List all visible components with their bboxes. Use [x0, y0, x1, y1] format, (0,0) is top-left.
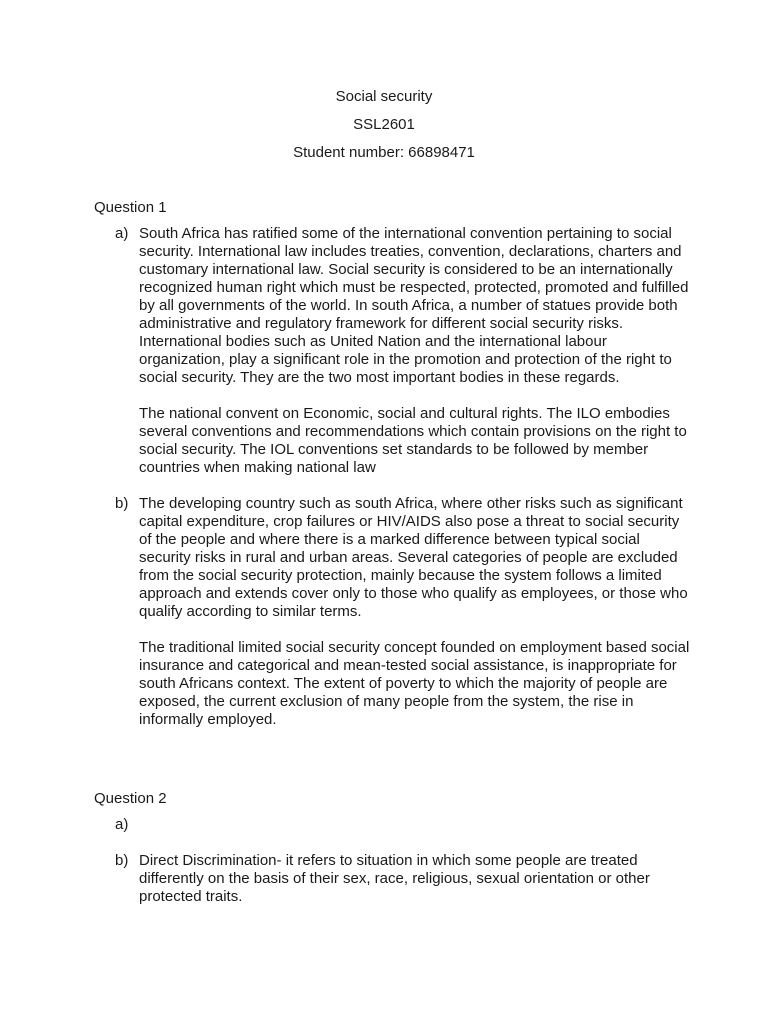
q1b-paragraph-2: The traditional limited social security concept founded on employment based social insurance and categorical and mean-tested social assistance, is inappropriate for south Africans context. The extent of poverty to which the majority of people are exposed, the current exclusion of many people from the system, the rise in informally employed.	[139, 639, 690, 728]
q1a-paragraph-1: South Africa has ratified some of the international convention pertaining to social security. International law includes treaties, convention, declarations, charters and customary international law. Social security is considered to be an internationally recognized human right which must be respected, protected, promoted and fulfilled by all governments of the world. In south Africa, a number of statues provide both administrative and regulatory framework for different social security risks. International bodies such as United Nation and the international labour organization, play a significant role in the promotion and protection of the right to social security. They are the two most important bodies in these regards.	[139, 225, 689, 386]
question-1-answer-b	[94, 495, 694, 729]
q1b-paragraph-1: The developing country such as south Africa, where other risks such as significant capital expenditure, crop failures or HIV/AIDS also pose a threat to social security of the people and where there is a marked difference between typical social security risks in rural and urban areas. Several categories of people are excluded from the social security protection, mainly because the system follows a limited approach and extends cover only to those who qualify as employees, or those who qualify according to similar terms.	[139, 495, 688, 620]
question-2-answer-a	[94, 816, 694, 834]
document-header	[0, 88, 768, 172]
list-marker-b: b)	[115, 852, 129, 869]
q1a-paragraph-2: The national convent on Economic, social and cultural rights. The ILO embodies several conventions and recommendations which contain provisions on the right to social security. The IOL conventions set standards to be followed by member countries when making national law	[139, 405, 687, 476]
q2b-text: Direct Discrimination- it refers to situation in which some people are treated differently on the basis of their sex, race, religious, sexual orientation or other protected traits.	[139, 852, 650, 905]
list-marker-b: b)	[115, 495, 129, 512]
question-2-title: Question 2	[94, 790, 167, 807]
question-1-answer-a	[94, 225, 694, 477]
question-1-section	[94, 199, 694, 729]
question-2-answer-b	[94, 852, 694, 906]
question-2-section	[94, 790, 694, 906]
question-1-title: Question 1	[94, 199, 167, 216]
list-marker-a: a)	[115, 816, 129, 833]
list-marker-a: a)	[115, 225, 129, 242]
student-number: Student number: 66898471	[293, 144, 475, 161]
course-title: Social security	[335, 88, 433, 105]
course-code: SSL2601	[353, 116, 415, 133]
